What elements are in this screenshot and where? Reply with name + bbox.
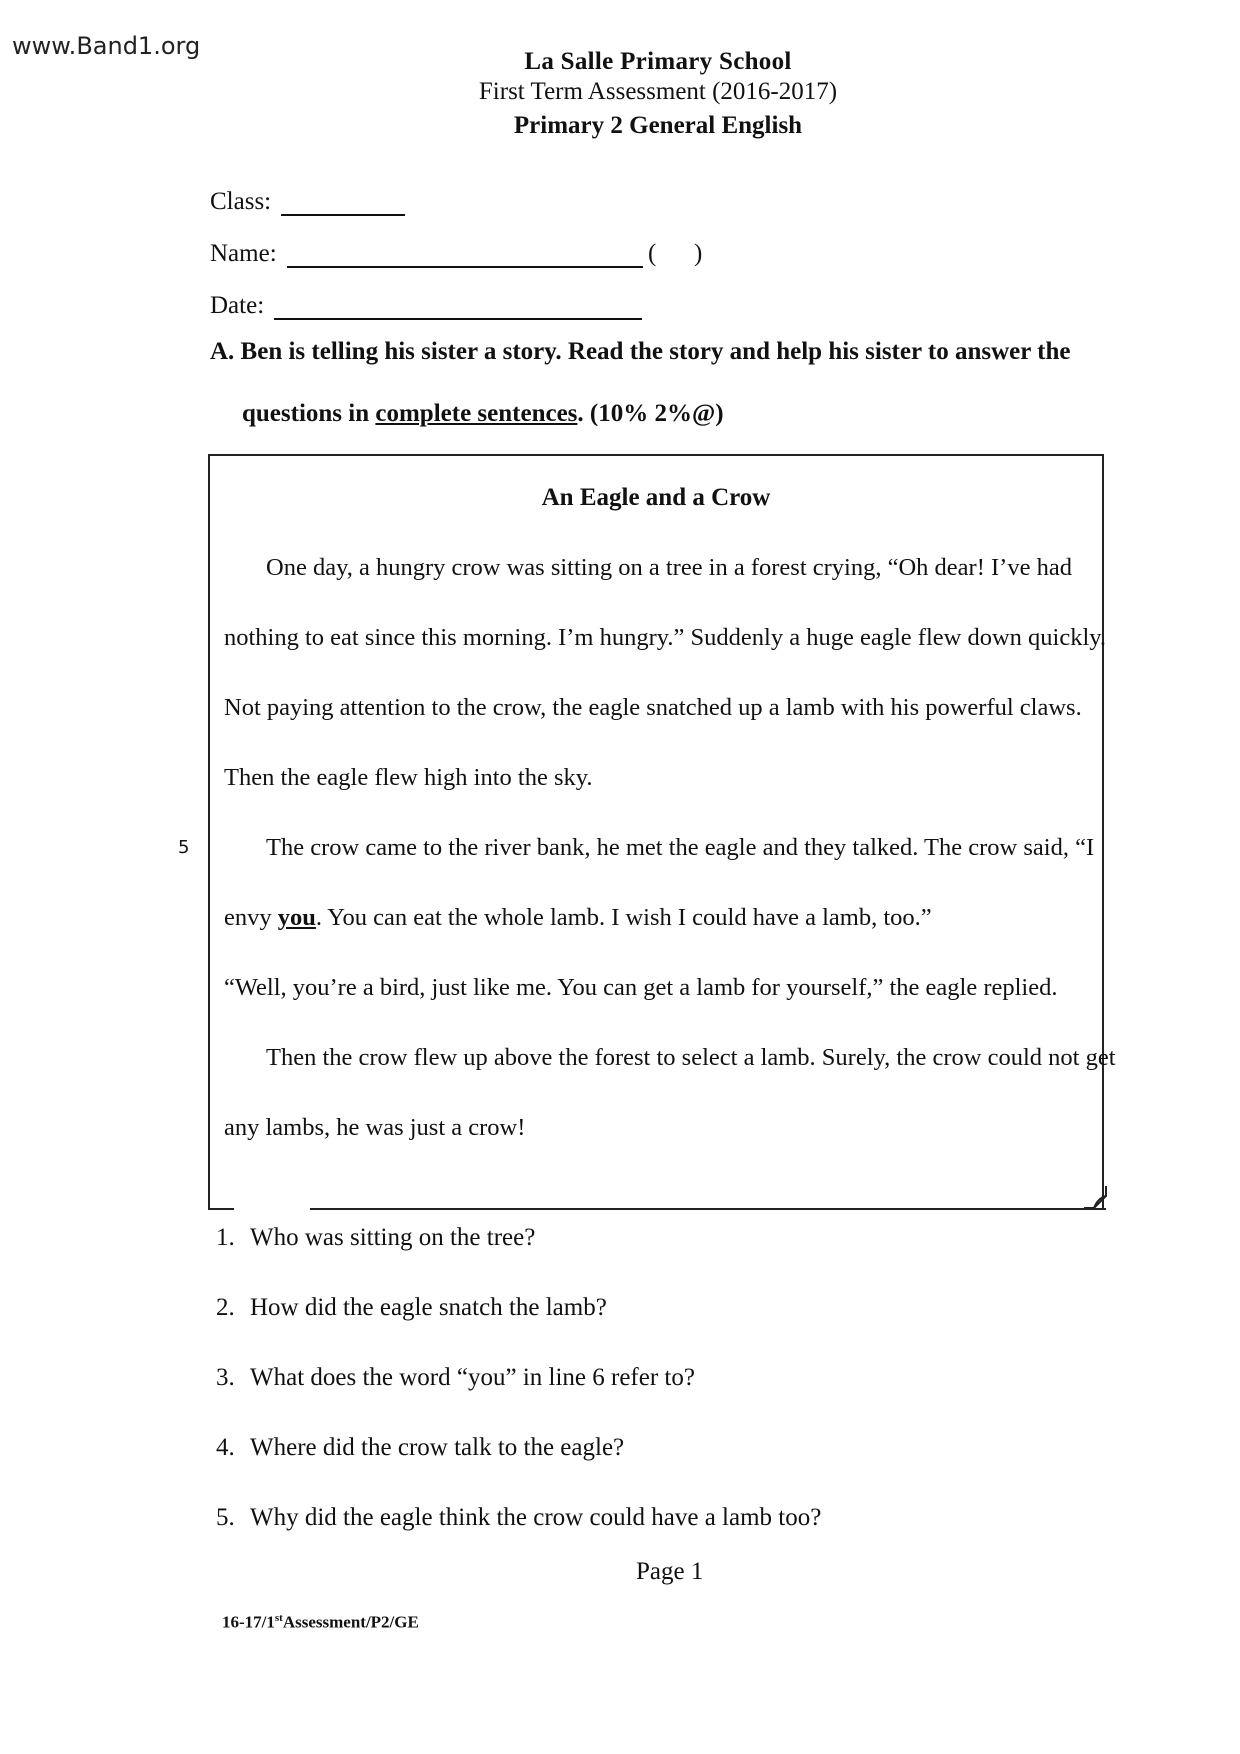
class-number-close: ) (694, 240, 703, 267)
code-prefix: 16-17/1 (222, 1612, 275, 1632)
story-text: envy (224, 904, 278, 931)
date-label: Date: (210, 292, 265, 319)
story-line: Not paying attention to the crow, the eagle snatched up a lamb with his powerful claws. (224, 694, 1082, 721)
marks-text: . (10% 2%@) (577, 400, 724, 427)
assessment-title: First Term Assessment (2016-2017) (478, 78, 838, 105)
date-blank[interactable] (274, 292, 642, 320)
story-line: nothing to eat since this morning. I’m hungry.” Suddenly a huge eagle flew down quickly. (224, 624, 1107, 651)
story-line: Then the eagle flew high into the sky. (224, 764, 593, 791)
section-a-instruction: A. Ben is telling his sister a story. Read the story and help his sister to answer the (210, 338, 1071, 365)
story-box-bottom (310, 1208, 1106, 1210)
name-blank[interactable] (287, 240, 643, 268)
name-label: Name: (210, 240, 277, 267)
story-text: . You can eat the whole lamb. I wish I could have a lamb, too.” (315, 904, 932, 931)
watermark-url: www.Band1.org (12, 32, 201, 60)
page-curl-icon (1084, 1186, 1108, 1210)
story-box-stub (210, 1208, 234, 1210)
question-number: 3. (216, 1364, 235, 1391)
section-a-instruction-2 (242, 400, 724, 428)
class-number-open: ( (648, 240, 657, 267)
question-item (216, 1294, 607, 1322)
question-number: 2. (216, 1294, 235, 1321)
question-text: What does the word “you” in line 6 refer to? (250, 1364, 695, 1391)
code-suffix: Assessment/P2/GE (282, 1612, 419, 1632)
page-number: Page 1 (636, 1558, 704, 1585)
line-number-marker: 5 (178, 837, 190, 858)
date-field (210, 292, 642, 320)
story-line: any lambs, he was just a crow! (224, 1114, 526, 1141)
question-text: How did the eagle snatch the lamb? (250, 1294, 607, 1321)
question-number: 1. (216, 1224, 235, 1251)
complete-sentences-underlined: complete sentences (375, 400, 578, 427)
story-line: One day, a hungry crow was sitting on a tree in a forest crying, “Oh dear! I’ve had (266, 554, 1072, 581)
question-item (216, 1434, 624, 1462)
question-text: Where did the crow talk to the eagle? (250, 1434, 625, 1461)
question-item (216, 1224, 535, 1252)
underlined-word-you: you (277, 904, 316, 931)
class-label: Class: (210, 188, 272, 215)
question-text: Who was sitting on the tree? (250, 1224, 536, 1251)
question-text: Why did the eagle think the crow could have a lamb too? (250, 1504, 822, 1531)
story-line: The crow came to the river bank, he met the eagle and they talked. The crow said, “I (266, 834, 1095, 861)
question-item (216, 1364, 695, 1392)
class-blank[interactable] (281, 188, 405, 216)
story-line: “Well, you’re a bird, just like me. You can get a lamb for yourself,” the eagle replied. (224, 974, 1058, 1001)
subject-title: Primary 2 General English (513, 112, 803, 139)
question-number: 5. (216, 1504, 235, 1531)
school-name: La Salle Primary School (524, 48, 792, 75)
name-field (210, 240, 643, 268)
question-item (216, 1504, 821, 1532)
story-line: Then the crow flew up above the forest to select a lamb. Surely, the crow could not get (266, 1044, 1116, 1071)
code-superscript: st (274, 1612, 283, 1624)
class-field (210, 188, 405, 216)
question-number: 4. (216, 1434, 235, 1461)
document-code (222, 1612, 419, 1633)
story-title: An Eagle and a Crow (541, 484, 771, 511)
story-line-6 (224, 904, 932, 932)
instruction-text: questions in (242, 400, 376, 427)
